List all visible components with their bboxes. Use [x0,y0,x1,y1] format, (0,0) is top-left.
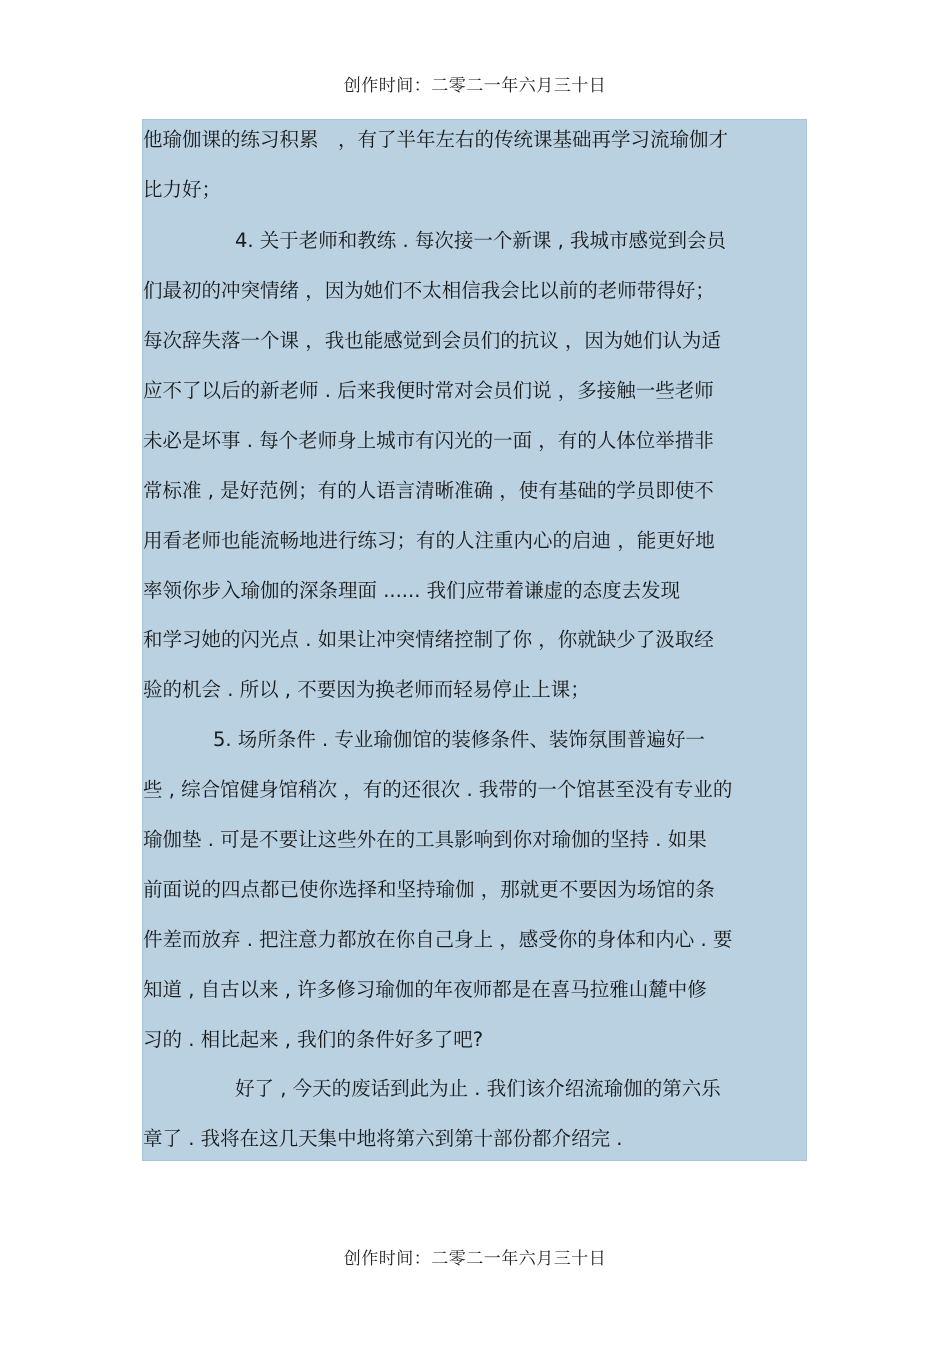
doc-line-5: 每次辞失落一个课 ，我也能感觉到会员们的抗议 ，因为她们认为适 [143,329,721,352]
doc-line-9: 用看老师也能流畅地进行练习；有的人注重内心的启迪 ，能更好地 [143,529,715,552]
doc-line-17: 件差而放弃 . 把注意力都放在你自己身上 ，感受你的身体和内心 . 要 [143,928,733,951]
doc-line-10: 率领你步入瑜伽的深条理面 ...... 我们应带着谦虚的态度去发现 [143,579,681,602]
page-header-timestamp: 创作时间：二零二一年六月三十日 [343,76,607,96]
doc-line-15: 瑜伽垫 . 可是不要让这些外在的工具影响到你对瑜伽的坚持 . 如果 [143,828,707,851]
doc-line-1: 他瑜伽课的练习积累 ，有了半年左右的传统课基础再学习流瑜伽才 [143,128,729,151]
highlighted-text-panel [142,119,807,1161]
doc-line-2: 比力好； [143,178,222,201]
doc-line-19: 习的 . 相比起来 , 我们的条件好多了吧? [143,1028,484,1051]
doc-line-7: 未必是坏事 . 每个老师身上城市有闪光的一面 ，有的人体位举措非 [143,429,714,452]
doc-line-14: 些 , 综合馆健身馆稍次 ，有的还很次 . 我带的一个馆甚至没有专业的 [143,778,733,801]
doc-line-3: 4. 关于老师和教练 . 每次接一个新课 , 我城市感觉到会员 [235,229,726,252]
doc-line-13: 5. 场所条件 . 专业瑜伽馆的装修条件、装饰氛围普遍好一 [213,728,705,751]
doc-line-18: 知道 , 自古以来 , 许多修习瑜伽的年夜师都是在喜马拉雅山麓中修 [143,978,707,1001]
doc-line-21: 章了 . 我将在这几天集中地将第六到第十部份都介绍完 . [143,1127,623,1150]
doc-line-11: 和学习她的闪光点 . 如果让冲突情绪控制了你 ，你就缺少了汲取经 [143,628,714,651]
doc-line-16: 前面说的四点都已使你选择和坚持瑜伽 ，那就更不要因为场馆的条 [143,878,715,901]
doc-line-20: 好了 , 今天的废话到此为止 . 我们该介绍流瑜伽的第六乐 [235,1077,721,1100]
page-footer-timestamp: 创作时间：二零二一年六月三十日 [343,1249,607,1269]
doc-line-4: 们最初的冲突情绪 ，因为她们不太相信我会比以前的老师带得好； [143,279,715,302]
doc-line-6: 应不了以后的新老师 . 后来我便时常对会员们说 ，多接触一些老师 [143,379,714,402]
doc-line-12: 验的机会 . 所以 , 不要因为换老师而轻易停止上课； [143,678,590,701]
doc-line-8: 常标准 , 是好范例；有的人语言清晰准确 ，使有基础的学员即使不 [143,479,714,502]
